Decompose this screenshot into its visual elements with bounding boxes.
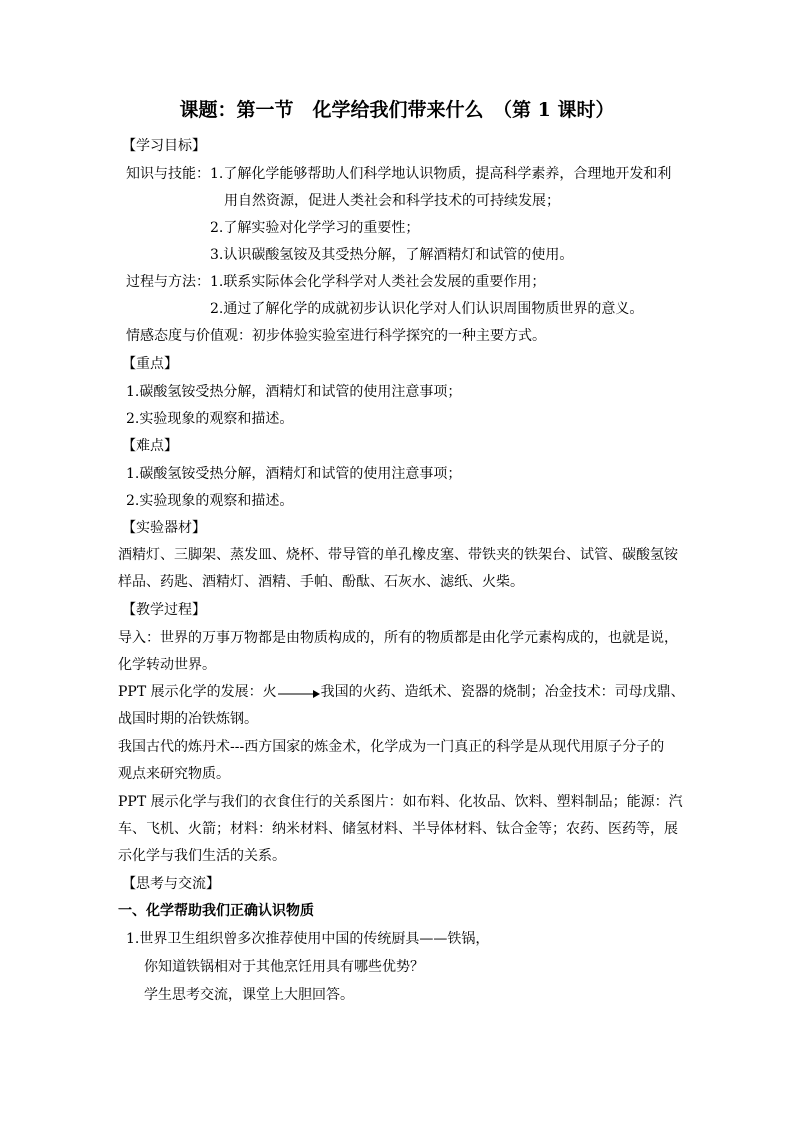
- ppt-life-line-1: PPT 展示化学与我们的衣食住行的关系图片：如布料、化妆品、饮料、塑料制品；能源：汽: [118, 794, 683, 810]
- difficulty-2: 2.实验现象的观察和描述。: [126, 493, 294, 509]
- discussion-heading: 【思考与交流】: [122, 876, 220, 892]
- page-title: 课题：第一节 化学给我们带来什么 （第 1 课时）: [179, 99, 615, 121]
- difficulty-1: 1.碳酸氢铵受热分解，酒精灯和试管的使用注意事项；: [126, 466, 462, 482]
- alchemy-line-2: 观点来研究物质。: [118, 766, 230, 782]
- key-point-2: 2.实验现象的观察和描述。: [126, 411, 294, 427]
- ppt-history-line-1: [118, 682, 685, 702]
- difficulties-heading: 【难点】: [122, 438, 178, 454]
- knowledge-item-2: 2.了解实验对化学学习的重要性；: [210, 220, 420, 236]
- question-1-line-1: 1.世界卫生组织曾多次推荐使用中国的传统厨具——铁锅，: [126, 931, 490, 947]
- process-item-1: 1.联系实际体会化学科学对人类社会发展的重要作用；: [210, 274, 546, 290]
- discussion-section-1: 一、化学帮助我们正确认识物质: [118, 903, 314, 919]
- intro-line-1: 导入：世界的万事万物都是由物质构成的，所有的物质都是由化学元素构成的，也就是说，: [118, 630, 678, 646]
- knowledge-item-1b: 用自然资源，促进人类社会和科学技术的可持续发展；: [224, 193, 560, 209]
- ppt-history-line-2: 战国时期的冶铁炼钢。: [118, 711, 258, 727]
- knowledge-item-3: 3.认识碳酸氢铵及其受热分解，了解酒精灯和试管的使用。: [210, 247, 574, 263]
- equipment-heading: 【实验器材】: [122, 520, 206, 536]
- ppt-history-prefix: PPT 展示化学的发展：火: [118, 684, 277, 700]
- process-label: 过程与方法：: [126, 274, 210, 290]
- ppt-life-line-3: 示化学与我们生活的关系。: [118, 848, 286, 864]
- objectives-heading: 【学习目标】: [122, 138, 206, 154]
- ppt-life-line-2: 车、飞机、火箭；材料：纳米材料、储氢材料、半导体材料、钛合金等；农药、医药等，展: [118, 821, 678, 837]
- equipment-line-2: 样品、药匙、酒精灯、酒精、手帕、酚酞、石灰水、滤纸、火柴。: [118, 574, 524, 590]
- key-points-heading: 【重点】: [122, 356, 178, 372]
- knowledge-label: 知识与技能：: [126, 166, 210, 182]
- question-1-line-2: 你知道铁锅相对于其他烹饪用具有哪些优势？: [144, 959, 424, 975]
- arrow-icon: [277, 685, 321, 699]
- process-heading: 【教学过程】: [122, 602, 206, 618]
- question-1-line-3: 学生思考交流，课堂上大胆回答。: [144, 987, 354, 1003]
- key-point-1: 1.碳酸氢铵受热分解，酒精灯和试管的使用注意事项；: [126, 384, 462, 400]
- intro-line-2: 化学转动世界。: [118, 657, 216, 673]
- ppt-history-suffix: 我国的火药、造纸术、瓷器的烧制；冶金技术：司母戊鼎、: [320, 684, 685, 700]
- alchemy-line-1: 我国古代的炼丹术---西方国家的炼金术，化学成为一门真正的科学是从现代用原子分子的: [118, 739, 665, 755]
- knowledge-item-1a: 1.了解化学能够帮助人们科学地认识物质，提高科学素养，合理地开发和利: [210, 166, 672, 182]
- process-item-2: 2.通过了解化学的成就初步认识化学对人们认识周围物质世界的意义。: [210, 301, 644, 317]
- emotion-objective: 情感态度与价值观：初步体验实验室进行科学探究的一种主要方式。: [126, 328, 546, 344]
- equipment-line-1: 酒精灯、三脚架、蒸发皿、烧杯、带导管的单孔橡皮塞、带铁夹的铁架台、试管、碳酸氢铵: [118, 547, 678, 563]
